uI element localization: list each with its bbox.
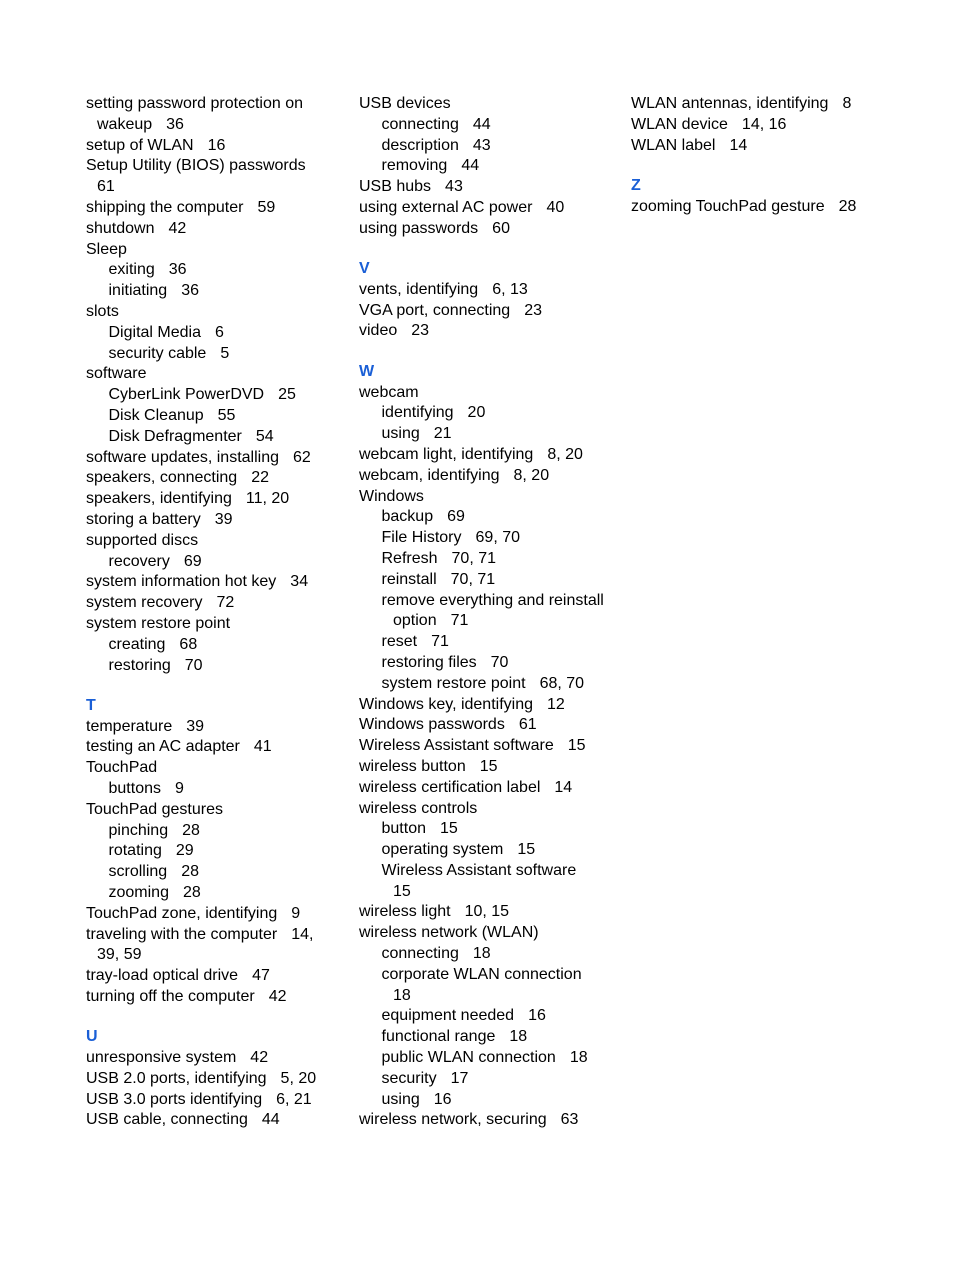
index-entry: [359, 902, 621, 923]
entry-term: CyberLink PowerDVD: [108, 386, 265, 404]
entry-term: restoring: [108, 656, 171, 674]
entry-page-ref[interactable]: 40: [546, 198, 565, 216]
index-subentry: [86, 385, 348, 406]
entry-term: wireless certification label: [359, 778, 541, 796]
entry-term: button: [381, 820, 426, 838]
entry-page-ref[interactable]: 68, 70: [539, 674, 585, 692]
index-subentry: [359, 549, 621, 570]
index-entry: [631, 94, 871, 115]
entry-term: Wireless Assistant software: [359, 737, 554, 755]
entry-term: slots: [86, 302, 119, 320]
entry-page-ref[interactable]: 16: [207, 136, 226, 154]
entry-page-ref[interactable]: 18: [472, 945, 491, 963]
index-entry: [86, 198, 348, 219]
entry-term: unresponsive system: [86, 1049, 237, 1067]
index-subentry: [359, 965, 621, 986]
entry-term: setup of WLAN: [86, 136, 194, 154]
entry-term: connecting: [381, 945, 459, 963]
entry-term: wireless light: [359, 903, 451, 921]
entry-term: corporate WLAN connection: [381, 965, 582, 983]
index-entry: [359, 198, 621, 219]
index-subentry: [359, 570, 621, 591]
entry-page-ref[interactable]: 42: [168, 219, 187, 237]
index-entry: [86, 156, 348, 177]
index-entry: [86, 489, 348, 510]
entry-term: 61: [97, 178, 115, 196]
entry-term: USB cable, connecting: [86, 1111, 248, 1129]
entry-page-ref[interactable]: 71: [431, 633, 449, 651]
index-entry: [86, 904, 348, 925]
entry-term: TouchPad: [86, 759, 158, 777]
entry-page-ref[interactable]: 69: [447, 508, 465, 526]
entry-page-ref[interactable]: 34: [290, 573, 309, 591]
entry-page-ref[interactable]: 17: [450, 1069, 469, 1087]
entry-term: vents, identifying: [359, 280, 479, 298]
index-entry: [86, 302, 348, 323]
entry-page-ref[interactable]: 15: [439, 820, 458, 838]
entry-page-ref[interactable]: 9: [174, 780, 184, 797]
entry-term: software: [86, 365, 147, 383]
entry-page-ref[interactable]: 39: [214, 510, 233, 528]
entry-page-ref[interactable]: 10, 15: [464, 903, 510, 921]
entry-term: wireless button: [359, 757, 466, 775]
index-entry: [86, 1110, 348, 1131]
entry-page-ref[interactable]: 8, 20: [513, 466, 550, 484]
index-subentry: [359, 840, 621, 861]
index-entry: [631, 115, 871, 136]
index-subentry: [86, 323, 348, 344]
entry-page-ref[interactable]: 44: [472, 115, 491, 133]
entry-term: using external AC power: [359, 198, 533, 216]
entry-page-ref[interactable]: 60: [492, 219, 510, 237]
entry-term: wakeup: [97, 115, 153, 133]
entry-page-ref[interactable]: 61: [518, 716, 537, 734]
index-entry: [359, 882, 621, 903]
entry-term: temperature: [86, 717, 173, 735]
entry-term: speakers, identifying: [86, 490, 232, 508]
entry-page-ref[interactable]: 6, 21: [276, 1090, 312, 1108]
entry-term: setting password protection on: [86, 95, 304, 112]
entry-page-ref[interactable]: 47: [252, 967, 270, 985]
entry-term: using passwords: [359, 219, 479, 237]
entry-page-ref[interactable]: 25: [278, 386, 296, 404]
entry-term: security: [381, 1069, 437, 1087]
entry-term: USB hubs: [359, 178, 432, 196]
index-entry: [359, 301, 621, 322]
entry-page-ref[interactable]: 5, 20: [280, 1069, 317, 1087]
index-column-3: [631, 94, 871, 217]
index-subentry: [86, 260, 348, 281]
entry-page-ref[interactable]: 70: [490, 653, 509, 671]
entry-term: 18: [393, 986, 411, 1004]
entry-term: Windows passwords: [359, 716, 505, 734]
index-entry: [86, 758, 348, 779]
entry-term: equipment needed: [381, 1007, 515, 1025]
entry-page-ref[interactable]: 28: [181, 863, 199, 881]
entry-page-ref[interactable]: 12: [547, 695, 565, 713]
entry-page-ref[interactable]: 28: [182, 821, 200, 839]
entry-term: 15: [393, 882, 411, 900]
index-subentry: [359, 403, 621, 424]
entry-term: system recovery: [86, 594, 203, 612]
entry-term: zooming: [108, 883, 169, 901]
index-entry: [86, 1069, 348, 1090]
index-subentry: [86, 427, 348, 448]
entry-term: Wireless Assistant software: [381, 861, 577, 879]
index-subentry: [86, 821, 348, 842]
index-entry: [359, 695, 621, 716]
entry-term: video: [359, 322, 398, 340]
entry-term: functional range: [381, 1028, 496, 1046]
index-entry: [86, 468, 348, 489]
entry-page-ref[interactable]: 59: [257, 198, 276, 216]
entry-page-ref[interactable]: 70: [184, 656, 203, 674]
entry-term: operating system: [381, 841, 504, 859]
entry-page-ref[interactable]: 43: [445, 178, 463, 196]
entry-page-ref[interactable]: 39: [186, 717, 205, 735]
entry-page-ref[interactable]: 42: [268, 987, 287, 1005]
entry-term: Sleep: [86, 240, 127, 258]
entry-term: Windows: [359, 487, 424, 505]
entry-page-ref[interactable]: 8: [842, 95, 852, 112]
index-letter-heading: V: [359, 260, 370, 278]
entry-term: restoring files: [381, 653, 477, 671]
entry-term: Disk Cleanup: [108, 406, 204, 424]
entry-term: description: [381, 136, 459, 154]
entry-page-ref[interactable]: 16: [528, 1007, 546, 1025]
entry-term: speakers, connecting: [86, 469, 238, 487]
entry-page-ref[interactable]: 55: [217, 406, 236, 424]
entry-term: webcam: [359, 383, 419, 401]
index-subentry: [86, 344, 348, 365]
index-subentry: [359, 1006, 621, 1027]
entry-page-ref[interactable]: 23: [411, 322, 430, 340]
entry-page-ref[interactable]: 11, 20: [245, 490, 290, 508]
index-entry: [86, 1048, 348, 1069]
index-subentry: [359, 1069, 621, 1090]
index-subentry: [359, 528, 621, 549]
entry-page-ref[interactable]: 9: [291, 904, 301, 922]
entry-page-ref[interactable]: 63: [560, 1111, 579, 1129]
entry-page-ref[interactable]: 22: [251, 469, 269, 487]
index-letter-heading: Z: [631, 176, 641, 194]
index-subentry: [359, 819, 621, 840]
index-entry: [86, 531, 348, 552]
entry-term: pinching: [108, 821, 169, 839]
entry-page-ref[interactable]: 15: [517, 841, 536, 859]
entry-term: scrolling: [108, 863, 168, 881]
entry-page-ref[interactable]: 36: [166, 115, 184, 133]
index-entry: [86, 219, 348, 240]
entry-page-ref[interactable]: 20: [467, 404, 486, 422]
entry-term: shutdown: [86, 219, 155, 237]
index-entry: [86, 240, 348, 261]
index-entry: [359, 1110, 621, 1131]
index-entry: [359, 466, 621, 487]
index-entry: [359, 321, 621, 342]
index-subentry: [86, 406, 348, 427]
entry-term: VGA port, connecting: [359, 301, 511, 319]
index-subentry: [86, 883, 348, 904]
entry-term: TouchPad zone, identifying: [86, 904, 278, 922]
entry-page-ref[interactable]: 28: [182, 883, 201, 901]
index-subentry: [359, 1048, 621, 1069]
entry-term: reinstall: [381, 570, 437, 588]
index-entry: [86, 593, 348, 614]
entry-term: WLAN device: [631, 115, 728, 133]
entry-term: backup: [381, 508, 434, 526]
index-column-1: [86, 94, 348, 1131]
entry-page-ref[interactable]: 14, 16: [741, 115, 787, 133]
entry-page-ref[interactable]: 71: [450, 612, 469, 630]
entry-page-ref[interactable]: 69, 70: [475, 529, 520, 547]
index-entry: [359, 715, 621, 736]
index-entry: [86, 966, 348, 987]
entry-page-ref[interactable]: 6, 13: [492, 280, 528, 298]
entry-page-ref[interactable]: 43: [472, 136, 491, 154]
entry-page-ref[interactable]: 16: [433, 1090, 452, 1108]
index-entry: [86, 448, 348, 469]
entry-term: remove everything and reinstall: [381, 591, 604, 609]
index-entry: [631, 136, 871, 157]
index-entry: [359, 383, 621, 404]
entry-term: buttons: [108, 780, 161, 797]
index-entry: [359, 445, 621, 466]
entry-page-ref[interactable]: 28: [838, 197, 857, 215]
entry-term: USB devices: [359, 95, 451, 112]
index-subentry: [359, 632, 621, 653]
entry-page-ref[interactable]: 18: [509, 1028, 528, 1046]
entry-term: traveling with the computer: [86, 925, 278, 943]
entry-page-ref[interactable]: 21: [433, 425, 452, 443]
index-entry: [359, 757, 621, 778]
index-column-2: [359, 94, 621, 1131]
entry-term: turning off the computer: [86, 987, 255, 1005]
index-entry: [86, 364, 348, 385]
entry-term: storing a battery: [86, 510, 201, 528]
index-entry: [86, 136, 348, 157]
entry-term: reset: [381, 633, 418, 651]
entry-page-ref[interactable]: 36: [168, 261, 187, 279]
index-subentry: [359, 1090, 621, 1111]
entry-term: rotating: [108, 842, 162, 860]
entry-term: creating: [108, 635, 166, 653]
entry-term: software updates, installing: [86, 448, 279, 466]
index-entry: [86, 717, 348, 738]
index-subentry: [359, 861, 621, 882]
entry-term: using: [381, 1090, 420, 1108]
index-subentry: [86, 552, 348, 573]
entry-term: wireless network (WLAN): [359, 924, 539, 942]
entry-term: exiting: [108, 261, 155, 279]
entry-page-ref[interactable]: 70, 71: [450, 570, 496, 588]
index-subentry: [359, 136, 621, 157]
entry-term: using: [381, 425, 420, 443]
entry-page-ref[interactable]: 62: [293, 448, 311, 466]
entry-term: webcam, identifying: [359, 466, 500, 484]
entry-term: WLAN label: [631, 136, 716, 154]
entry-term: removing: [381, 157, 448, 175]
entry-page-ref[interactable]: 14,: [291, 925, 314, 943]
index-subentry: [359, 115, 621, 136]
entry-term: Setup Utility (BIOS) passwords: [86, 157, 306, 175]
entry-page-ref[interactable]: 5: [220, 344, 230, 362]
entry-page-ref[interactable]: 29: [175, 842, 194, 860]
index-entry: [86, 177, 348, 198]
entry-page-ref[interactable]: 15: [479, 757, 498, 775]
index-subentry: [86, 281, 348, 302]
entry-page-ref[interactable]: 14: [729, 136, 748, 154]
index-subentry: [359, 653, 621, 674]
entry-page-ref[interactable]: 70, 71: [451, 549, 497, 567]
index-entry: [86, 925, 348, 946]
entry-term: connecting: [381, 115, 459, 133]
entry-term: USB 3.0 ports identifying: [86, 1090, 263, 1108]
entry-page-ref[interactable]: 6: [214, 323, 224, 341]
index-entry: [359, 219, 621, 240]
entry-term: identifying: [381, 404, 454, 422]
entry-term: Windows key, identifying: [359, 695, 533, 713]
entry-page-ref[interactable]: 72: [216, 594, 235, 612]
entry-page-ref[interactable]: 23: [524, 301, 542, 319]
entry-page-ref[interactable]: 54: [255, 427, 274, 445]
entry-page-ref[interactable]: 8, 20: [547, 445, 583, 463]
index-entry: [359, 611, 621, 632]
entry-term: WLAN antennas, identifying: [631, 95, 829, 112]
index-subentry: [86, 779, 348, 800]
entry-term: Disk Defragmenter: [108, 427, 242, 445]
entry-term: supported discs: [86, 531, 199, 549]
index-subentry: [359, 944, 621, 965]
entry-term: USB 2.0 ports, identifying: [86, 1069, 267, 1087]
entry-term: webcam light, identifying: [359, 445, 534, 463]
entry-term: system restore point: [381, 674, 526, 692]
entry-page-ref[interactable]: 15: [567, 737, 586, 755]
entry-term: wireless controls: [359, 799, 478, 817]
index-subentry: [86, 841, 348, 862]
index-subentry: [359, 591, 621, 612]
index-entry: [359, 177, 621, 198]
index-entry: [86, 94, 348, 115]
index-letter-heading: T: [86, 696, 96, 714]
index-entry: [86, 510, 348, 531]
index-entry: [359, 736, 621, 757]
index-entry: [86, 800, 348, 821]
index-subentry: [359, 156, 621, 177]
index-entry: [86, 945, 348, 966]
entry-page-ref[interactable]: 44: [461, 157, 480, 175]
entry-term: Digital Media: [108, 323, 201, 341]
index-subentry: [86, 656, 348, 677]
index-subentry: [359, 507, 621, 528]
index-entry: [359, 487, 621, 508]
entry-term: tray-load optical drive: [86, 967, 239, 985]
index-subentry: [86, 635, 348, 656]
entry-term: recovery: [108, 552, 170, 570]
index-entry: [359, 986, 621, 1007]
index-entry: [86, 115, 348, 136]
entry-term: initiating: [108, 282, 168, 300]
index-entry: [359, 799, 621, 820]
index-entry: [631, 197, 871, 218]
entry-page-ref[interactable]: 69: [183, 552, 202, 570]
entry-page-ref[interactable]: 68: [179, 635, 198, 653]
index-entry: [359, 778, 621, 799]
index-subentry: [359, 674, 621, 695]
index-subentry: [86, 862, 348, 883]
entry-term: system information hot key: [86, 573, 277, 591]
entry-page-ref[interactable]: 44: [261, 1111, 280, 1129]
index-entry: [86, 1090, 348, 1111]
entry-term: testing an AC adapter: [86, 738, 240, 756]
entry-page-ref[interactable]: 41: [253, 738, 272, 756]
index-subentry: [359, 1027, 621, 1048]
entry-term: 39, 59: [97, 946, 142, 964]
entry-term: option: [393, 612, 437, 630]
entry-term: File History: [381, 529, 462, 547]
entry-page-ref[interactable]: 18: [569, 1049, 588, 1067]
index-entry: [359, 280, 621, 301]
index-entry: [86, 614, 348, 635]
entry-page-ref[interactable]: 42: [250, 1049, 269, 1067]
entry-term: security cable: [108, 344, 207, 362]
entry-term: zooming TouchPad gesture: [631, 197, 825, 215]
entry-term: shipping the computer: [86, 198, 244, 216]
index-entry: [86, 987, 348, 1008]
index-entry: [359, 923, 621, 944]
entry-page-ref[interactable]: 36: [181, 282, 199, 300]
index-entry: [86, 572, 348, 593]
index-entry: [359, 94, 621, 115]
entry-term: TouchPad gestures: [86, 800, 223, 818]
index-letter-heading: U: [86, 1028, 98, 1046]
entry-term: public WLAN connection: [381, 1049, 556, 1067]
index-entry: [86, 737, 348, 758]
entry-term: system restore point: [86, 614, 231, 632]
index-subentry: [359, 424, 621, 445]
entry-page-ref[interactable]: 14: [554, 778, 573, 796]
index-letter-heading: W: [359, 362, 375, 380]
entry-term: wireless network, securing: [359, 1111, 547, 1129]
entry-term: Refresh: [381, 549, 438, 567]
